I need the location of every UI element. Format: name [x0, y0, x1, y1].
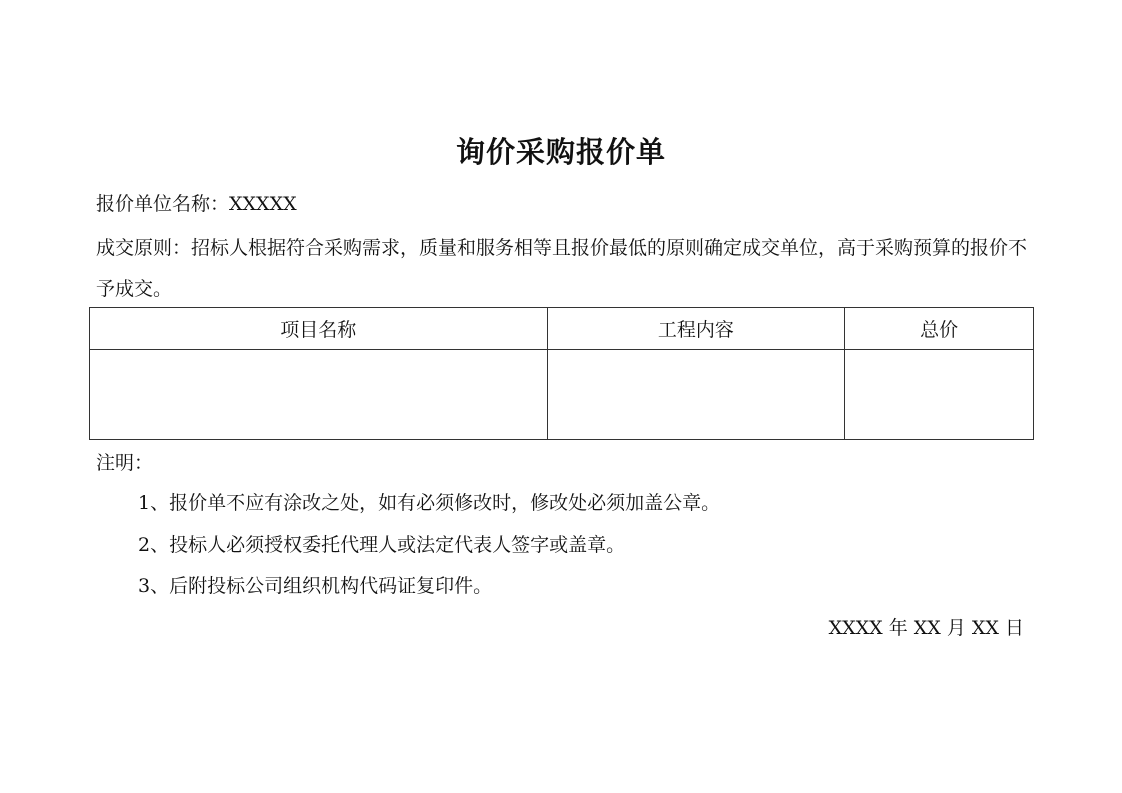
- table-row: [90, 350, 1034, 440]
- header-total-price: 总价: [845, 308, 1034, 350]
- cell-project-name[interactable]: [90, 350, 548, 440]
- note-item-2: 2、投标人必须授权委托代理人或法定代表人签字或盖章。: [138, 534, 626, 556]
- note-item-3: 3、后附投标公司组织机构代码证复印件。: [138, 575, 493, 597]
- date-line: XXXX 年 XX 月 XX 日: [828, 617, 1024, 639]
- header-project-name: 项目名称: [90, 308, 548, 350]
- transaction-principle: 成交原则：招标人根据符合采购需求，质量和服务相等且报价最低的原则确定成交单位，高于采购预算的报价不予成交。: [96, 237, 1028, 300]
- bidder-unit-name-line: 报价单位名称：XXXXX: [96, 193, 297, 215]
- document-title: 询价采购报价单: [455, 135, 666, 169]
- table-header-row: [90, 308, 1034, 350]
- note-item-1: 1、报价单不应有涂改之处，如有必须修改时，修改处必须加盖公章。: [138, 492, 721, 514]
- header-work-content: 工程内容: [547, 308, 845, 350]
- notes-label: 注明：: [96, 452, 154, 474]
- quotation-table: [89, 307, 1034, 440]
- cell-total-price[interactable]: [845, 350, 1034, 440]
- cell-work-content[interactable]: [547, 350, 845, 440]
